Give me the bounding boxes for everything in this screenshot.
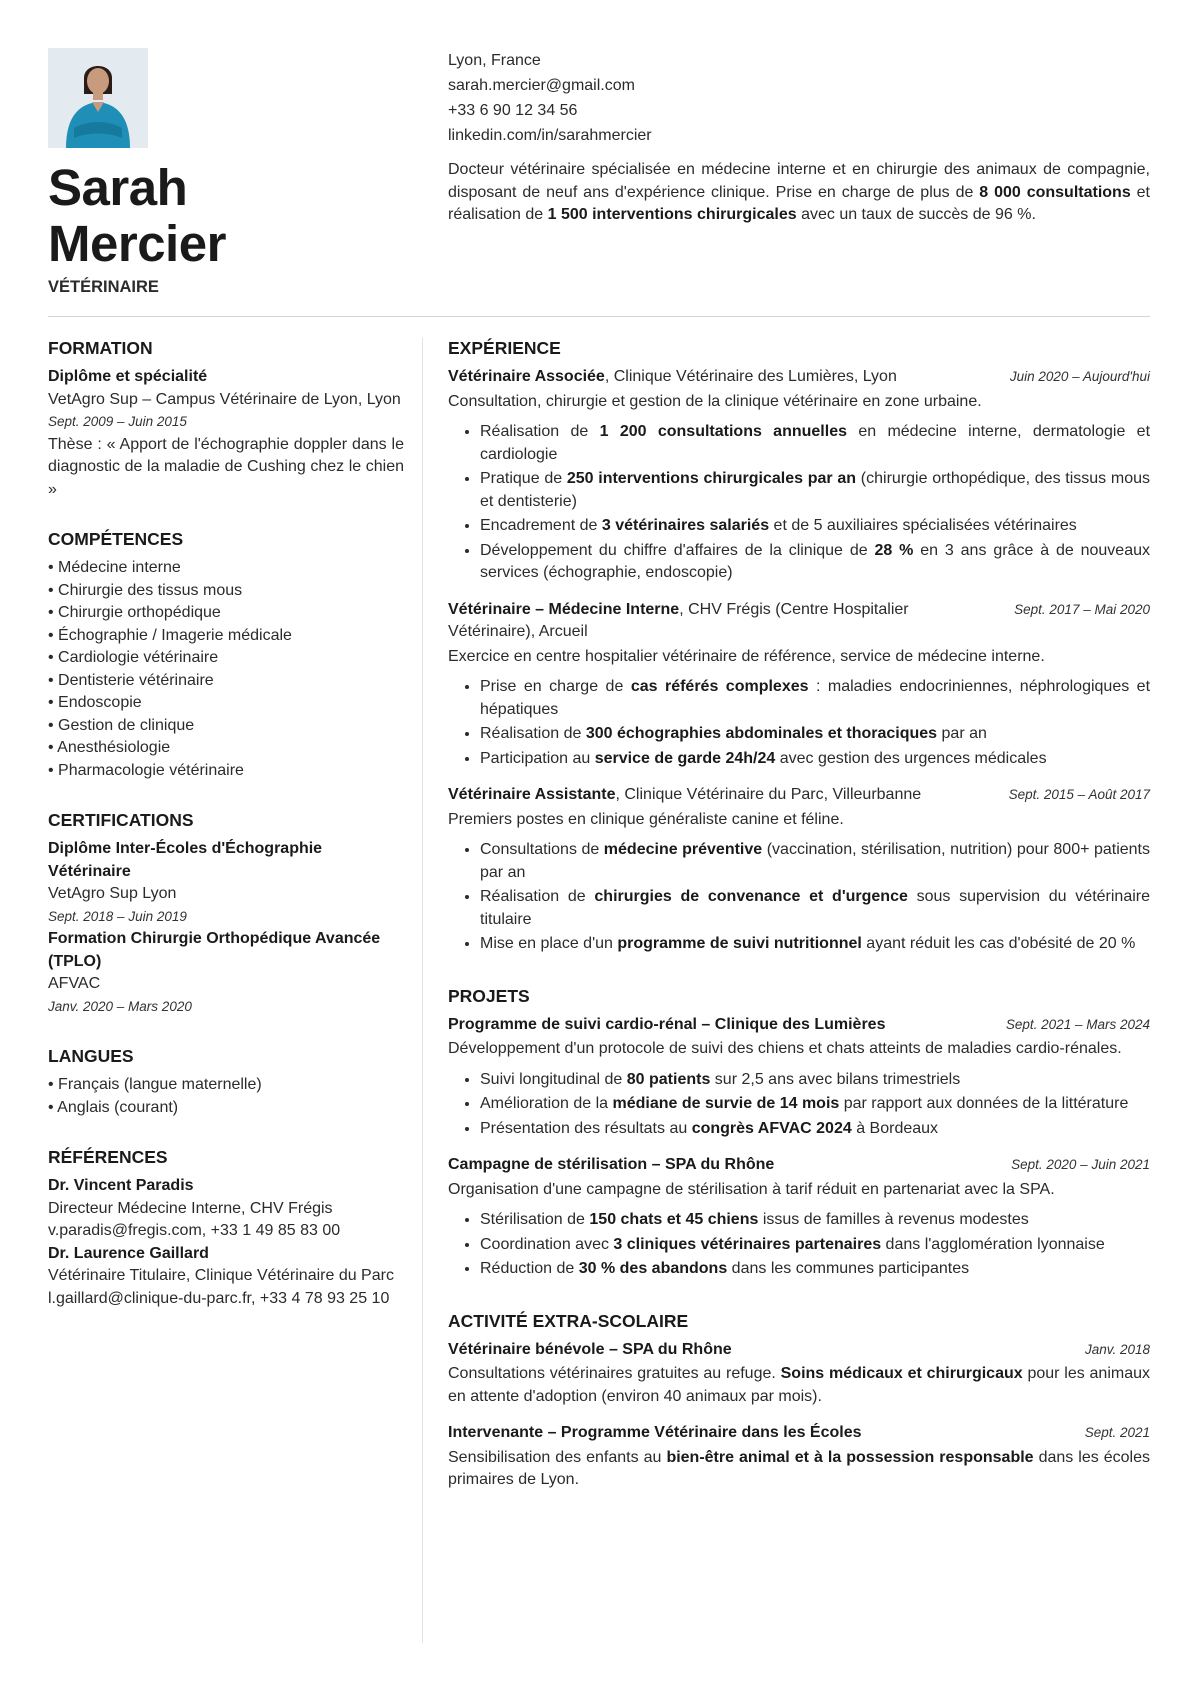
entry-title [448,1422,1085,1445]
highlight-text: cas référés complexes [630,678,809,695]
highlight-text: bien-être animal et à la possession responsable [666,1448,1034,1466]
summary-text: Docteur vétérinaire spécialisée en médecine interne et en chirurgie des animaux de compagnie, disposant de neuf ans d'expérience clinique. Prise en charge de plus de [448,161,1150,201]
entry-description [448,1363,1150,1408]
entry-title [448,1339,1085,1362]
header-divider [48,316,1150,317]
achievement-item [480,676,1150,721]
extracurricular-section [448,1309,1150,1492]
highlight-text: programme de suivi nutritionnel [617,935,862,952]
achievements-list [448,421,1150,585]
entry-role: Vétérinaire – Médecine Interne [448,600,680,618]
entry-title [448,599,1014,644]
summary-highlight: 1 500 interventions chirurgicales [547,206,797,223]
section-title: CERTIFICATIONS [48,810,194,830]
body-text: Pratique de [480,470,567,487]
section-title: COMPÉTENCES [48,529,184,549]
body-text: dans l'agglomération lyonnaise [881,1235,1105,1253]
contact-location: Lyon, France [448,52,541,69]
last-name: Mercier [48,215,226,272]
skill-item: • Pharmacologie vétérinaire [48,760,404,783]
body-text: Réalisation de [480,423,600,440]
entry-header [448,1014,1150,1037]
body-text: pour les animaux en attente d'adoption (environ 40 animaux par mois). [448,1365,1151,1405]
section-title: EXPÉRIENCE [448,338,561,358]
body-text: Stérilisation de [480,1211,590,1228]
highlight-text: 150 chats et 45 chiens [589,1211,759,1228]
contact-block [448,48,1148,148]
extracurricular-entry [448,1422,1150,1492]
body-text: Amélioration de la [480,1095,613,1112]
body-text: ayant réduit les cas d'obésité de 20 % [861,935,1136,952]
entry-role: Programme de suivi cardio-rénal – Clinique des Lumières [448,1015,886,1033]
reference-item [48,1243,404,1311]
entry-header [448,1154,1150,1177]
highlight-text: 3 cliniques vétérinaires partenaires [613,1235,882,1253]
body-text: à Bordeaux [851,1119,939,1137]
school-name: VetAgro Sup – Campus Vétérinaire de Lyon, Lyon [48,390,401,408]
experience-entry [448,599,1150,771]
body-text: Développement du chiffre d'affaires de la clinique de [480,541,875,559]
highlight-text: 30 % des abandons [578,1260,728,1277]
body-text: (vaccination, stérilisation, nutrition) pour 800+ patients par an [480,841,1150,881]
highlight-text: service de garde 24h/24 [594,749,776,767]
entry-dates: Sept. 2015 – Août 2017 [1008,787,1150,802]
projects-list [448,1014,1150,1281]
achievement-item [480,515,1150,538]
job-title: VÉTÉRINAIRE [48,278,159,296]
profile-summary [448,159,1150,227]
first-name: Sarah [48,159,188,216]
achievement-item [480,839,1150,884]
extracurricular-list [448,1339,1150,1492]
certification-name: Diplôme Inter-Écoles d'Échographie Vétérinaire [48,840,323,880]
highlight-text: Soins médicaux et chirurgicaux [780,1365,1023,1382]
experience-entry [448,784,1150,956]
entry-organization: , CHV Frégis (Centre Hospitalier Vétérinaire), Arcueil [448,600,909,640]
reference-name: Dr. Vincent Paradis [48,1177,194,1194]
formation-section [48,336,404,501]
achievements-list [448,839,1150,956]
body-text: Encadrement de [480,517,602,534]
body-text: dans les communes participantes [727,1260,970,1277]
experience-entry [448,366,1150,585]
contact-phone[interactable]: +33 6 90 12 34 56 [448,102,578,119]
body-text: (chirurgie orthopédique, des tissus mous et dentisterie) [480,470,1151,510]
body-text: Prise en charge de [480,678,631,695]
entry-organization: , Clinique Vétérinaire des Lumières, Lyon [604,368,897,385]
summary-highlight: 8 000 consultations [979,183,1131,201]
experience-list [448,366,1150,956]
entry-dates: Sept. 2021 [1084,1425,1150,1440]
entry-description: Exercice en centre hospitalier vétérinaire de référence, service de médecine interne. [448,647,1045,665]
achievements-list [448,1209,1150,1281]
body-text: sur 2,5 ans avec bilans trimestriels [710,1070,961,1088]
body-text: Présentation des résultats au [480,1119,692,1137]
candidate-name [48,160,378,272]
highlight-text: 80 patients [626,1070,711,1088]
certification-item [48,928,404,1018]
achievement-item [480,1093,1150,1116]
projects-section [448,984,1150,1281]
body-text: Suivi longitudinal de [480,1070,627,1088]
certification-dates: Janv. 2020 – Mars 2020 [48,998,192,1014]
entry-description: Consultation, chirurgie et gestion de la clinique vétérinaire en zone urbaine. [448,392,982,410]
body-text: Consultations de [480,841,604,858]
entry-dates: Janv. 2018 [1084,1341,1150,1357]
skill-item: • Endoscopie [48,692,404,715]
achievement-item [480,886,1150,931]
entry-title [448,366,1010,389]
thesis-text: Thèse : « Apport de l'échographie doppler dans le diagnostic de la maladie de Cushing chez le chien » [48,435,404,498]
achievement-item [480,723,1150,746]
body-text: Réalisation de [480,888,595,905]
entry-dates: Juin 2020 – Aujourd'hui [1009,369,1150,384]
body-text: sous supervision du vétérinaire titulaire [480,888,1151,928]
body-text: par rapport aux données de la littérature [839,1095,1129,1112]
skill-item: • Dentisterie vétérinaire [48,670,404,693]
highlight-text: 1 200 consultations annuelles [599,423,847,440]
entry-header [448,1339,1150,1362]
certification-dates: Sept. 2018 – Juin 2019 [48,908,187,924]
body-text: Participation au [480,749,595,767]
entry-role: Intervenante – Programme Vétérinaire dans les Écoles [448,1424,862,1441]
entry-header [448,784,1150,807]
highlight-text: 3 vétérinaires salariés [601,517,770,534]
entry-header [448,1422,1150,1445]
skill-item: • Anesthésiologie [48,737,404,760]
column-divider [422,338,423,1643]
entry-header [448,599,1150,644]
entry-role: Vétérinaire bénévole – SPA du Rhône [448,1340,732,1358]
section-title: ACTIVITÉ EXTRA-SCOLAIRE [448,1310,689,1331]
extracurricular-entry [448,1339,1150,1409]
reference-contact[interactable]: v.paradis@fregis.com, +33 1 49 85 83 00 [48,1222,341,1239]
language-item: • Anglais (courant) [48,1097,404,1120]
entry-description [448,1447,1150,1492]
certification-org: AFVAC [48,975,101,992]
summary-text: et réalisation de [448,183,1150,223]
achievement-item [480,421,1150,466]
entry-title [448,784,1009,807]
reference-contact[interactable]: l.gaillard@clinique-du-parc.fr, +33 4 78 93 25 10 [48,1289,390,1307]
reference-item [48,1175,404,1243]
language-item: • Français (langue maternelle) [48,1074,404,1097]
entry-header [448,366,1150,389]
body-text: par an [937,725,987,742]
body-text: dans les écoles primaires de Lyon. [448,1448,1151,1488]
entry-dates: Sept. 2017 – Mai 2020 [1014,601,1150,617]
skill-item: • Médecine interne [48,557,404,580]
right-column [448,336,1150,1520]
body-text: Coordination avec [480,1235,614,1253]
body-text: Mise en place d'un [480,935,618,952]
skill-item: • Échographie / Imagerie médicale [48,625,404,648]
photo-neck [93,90,103,100]
experience-section [448,336,1150,956]
entry-title [448,1014,1006,1037]
highlight-text: congrès AFVAC 2024 [691,1119,852,1137]
entry-dates: Sept. 2020 – Juin 2021 [1011,1157,1150,1172]
highlight-text: médecine préventive [603,841,763,858]
project-entry [448,1014,1150,1141]
section-title: FORMATION [48,338,153,358]
highlight-text: médiane de survie de 14 mois [612,1095,840,1112]
contact-linkedin[interactable]: linkedin.com/in/sarahmercier [448,127,652,144]
entry-title [448,1154,1011,1177]
section-title: RÉFÉRENCES [48,1147,168,1167]
entry-role: Campagne de stérilisation – SPA du Rhône [448,1156,775,1173]
highlight-text: 300 échographies abdominales et thoraciques [585,725,938,742]
body-text: Réduction de [480,1260,579,1277]
achievement-item [480,1234,1150,1257]
entry-dates: Sept. 2021 – Mars 2024 [1005,1016,1150,1032]
certification-item [48,838,404,928]
reference-position: Directeur Médecine Interne, CHV Frégis [48,1199,333,1217]
highlight-text: 28 % [874,541,914,559]
achievement-item [480,1209,1150,1232]
langues-section [48,1044,404,1119]
certification-name: Formation Chirurgie Orthopédique Avancée (TPLO) [48,930,381,970]
achievements-list [448,1069,1150,1141]
achievement-item [480,1069,1150,1092]
achievement-item [480,1118,1150,1141]
entry-description: Premiers postes en clinique généraliste canine et féline. [448,810,844,828]
skill-item: • Cardiologie vétérinaire [48,647,404,670]
certification-org: VetAgro Sup Lyon [48,885,177,902]
achievement-item [480,468,1150,513]
profile-photo-illustration [48,48,148,148]
body-text: en 3 ans grâce à de nouveaux services (échographie, endoscopie) [480,541,1151,581]
references-section [48,1145,404,1310]
body-text: Consultations vétérinaires gratuites au refuge. [448,1365,781,1382]
degree-title: Diplôme et spécialité [48,368,208,385]
highlight-text: 250 interventions chirurgicales par an [566,470,857,487]
entry-description: Organisation d'une campagne de stérilisation à tarif réduit en partenariat avec la SPA. [448,1180,1055,1198]
achievements-list [448,676,1150,770]
reference-position: Vétérinaire Titulaire, Clinique Vétérinaire du Parc [48,1267,394,1284]
body-text: Réalisation de [480,725,586,742]
body-text: avec gestion des urgences médicales [775,749,1047,767]
entry-description: Développement d'un protocole de suivi des chiens et chats atteints de maladies cardio-rénales. [448,1040,1122,1057]
skill-item: • Chirurgie des tissus mous [48,580,404,603]
section-title: PROJETS [448,985,530,1006]
entry-role: Vétérinaire Assistante [448,786,616,803]
left-column [48,336,404,1336]
achievement-item [480,933,1150,956]
achievement-item [480,540,1150,585]
body-text: : maladies endocriniennes, néphrologiques et hépatiques [480,678,1151,718]
languages-list [48,1074,404,1119]
body-text: en médecine interne, dermatologie et cardiologie [480,423,1151,463]
achievement-item [480,748,1150,771]
formation-dates: Sept. 2009 – Juin 2015 [48,414,187,429]
skill-item: • Chirurgie orthopédique [48,602,404,625]
profile-photo [48,48,148,148]
skill-item: • Gestion de clinique [48,715,404,738]
entry-role: Vétérinaire Associée [448,368,605,385]
achievement-item [480,1258,1150,1281]
body-text: Sensibilisation des enfants au [448,1448,667,1466]
summary-text: avec un taux de succès de 96 %. [796,206,1036,223]
body-text: issus de familles à revenus modestes [758,1211,1029,1228]
skills-list [48,557,404,782]
reference-name: Dr. Laurence Gaillard [48,1244,209,1262]
project-entry [448,1154,1150,1281]
contact-email[interactable]: sarah.mercier@gmail.com [448,77,635,94]
competences-section [48,527,404,782]
certifications-section [48,808,404,1018]
entry-organization: , Clinique Vétérinaire du Parc, Villeurbanne [615,786,922,803]
section-title: LANGUES [48,1046,134,1066]
body-text: et de 5 auxiliaires spécialisées vétérinaires [769,517,1077,534]
highlight-text: chirurgies de convenance et d'urgence [594,888,908,905]
